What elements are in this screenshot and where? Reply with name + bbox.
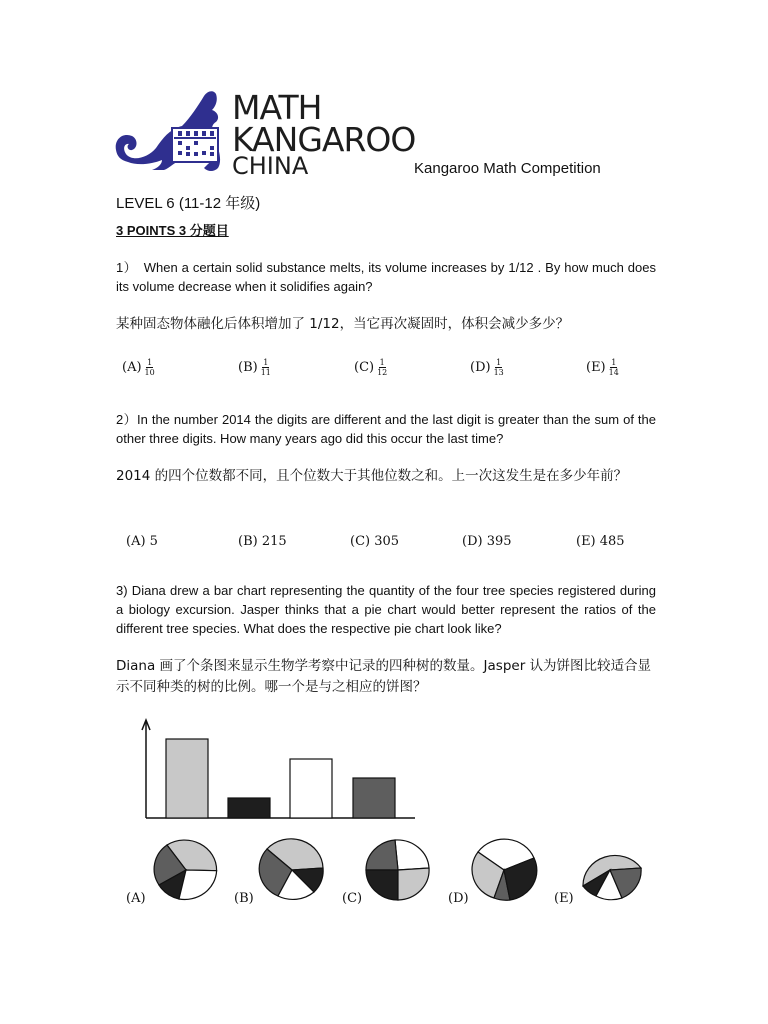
logo-text-math: MATH	[232, 88, 322, 127]
option-b[interactable]: (B) 215	[238, 534, 287, 549]
logo-text-kangaroo: KANGAROO	[232, 120, 416, 159]
bar-2	[228, 798, 270, 818]
pie-d[interactable]	[448, 839, 537, 906]
pie-c-label: (C)	[342, 891, 363, 906]
bar-4	[353, 778, 395, 818]
option-a[interactable]: (A) 5	[126, 534, 158, 549]
bar-3	[290, 759, 332, 818]
option-c[interactable]: (C) 305	[350, 534, 400, 549]
option-d[interactable]: (D) 395	[462, 534, 512, 549]
option-e[interactable]: (E) $\frac{1}{14}$	[586, 358, 619, 377]
level-heading: LEVEL 6 (11-12 年级)	[116, 195, 261, 212]
question-3-text-cn: Diana 画了个条图来显示生物学考察中记录的四种树的数量。Jasper 认为饼图比较适合显示不同种类的树的比例。哪一个是与之相应的饼图？	[116, 658, 652, 695]
question-2-text: 2）In the number 2014 the digits are different and the last digit is greater than the sum of the other three digits. How many years ago did this occur the last time?	[116, 412, 656, 446]
bar-1	[166, 739, 208, 818]
pie-e[interactable]	[554, 855, 641, 906]
question-1-text-cn: 某种固态物体融化后体积增加了 1/12，当它再次凝固时，体积会减少多少？	[116, 316, 570, 332]
question-3-text: 3) Diana drew a bar chart representing the quantity of the four tree species registered during a biology excursion. Jasper thinks that a pie chart would better represent the ratios of the different tree species. What does the respective pie chart look like?	[116, 583, 656, 636]
pie-d-label: (D)	[448, 891, 469, 906]
option-c[interactable]: (C) $\frac{1}{12}$	[354, 358, 388, 377]
bar-chart	[130, 716, 430, 826]
option-b[interactable]: (B) $\frac{1}{11}$	[238, 358, 271, 377]
competition-title: Kangaroo Math Competition	[414, 160, 601, 177]
option-a[interactable]: (A) $\frac{1}{10}$	[122, 358, 155, 377]
pie-b-label: (B)	[234, 891, 254, 906]
pie-b[interactable]	[234, 839, 323, 906]
question-2-text-cn: 2014 的四个位数都不同，且个位数大于其他位数之和。上一次这发生是在多少年前？	[116, 468, 628, 484]
question-1-options	[116, 358, 656, 380]
pie-e-label: (E)	[554, 891, 574, 906]
pie-c[interactable]	[342, 840, 429, 906]
pie-a-label: (A)	[126, 891, 146, 906]
question-1-text: 1） When a certain solid substance melts, its volume increases by 1/12 . By how much does its volume decrease when it solidifies again?	[116, 260, 656, 294]
points-heading: 3 POINTS 3 分题目	[116, 223, 229, 238]
logo-text-china: CHINA	[232, 152, 309, 180]
pie-options	[116, 834, 652, 912]
question-2-options	[116, 534, 656, 556]
pie-a[interactable]	[126, 840, 217, 906]
option-d[interactable]: (D) $\frac{1}{13}$	[470, 358, 504, 377]
option-e[interactable]: (E) 485	[576, 534, 625, 549]
